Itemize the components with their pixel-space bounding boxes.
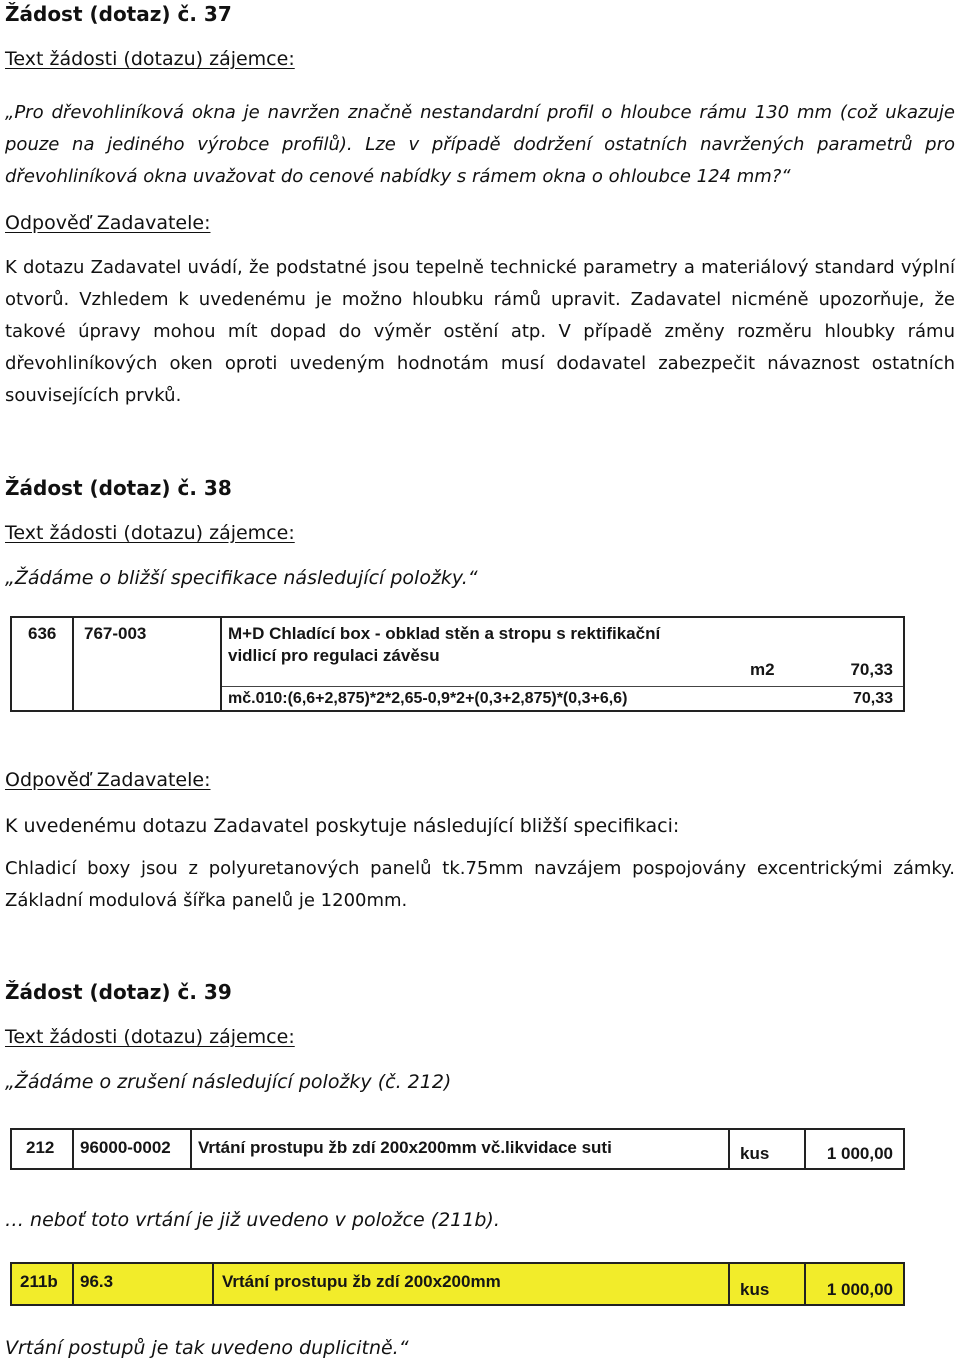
q38-item-calc: mč.010:(6,6+2,875)*2*2,65-0,9*2+(0,3+2,875)*(0,3+6,6) [228,690,628,707]
q39-scanned-table-211b [10,1262,905,1306]
q38-answer-label: Odpověď Zadavatele: [5,769,211,791]
q38-answer-intro: K uvedenému dotazu Zadavatel poskytuje následující bližší specifikaci: [5,815,680,837]
q38-item-calc-qty: 70,33 [852,690,893,707]
q38-answer-text: Chladicí boxy jsou z polyuretanových panelů tk.75mm navzájem pospojovány excentrickými zámky. Základní modulová šířka panelů je 1200mm. [5,858,955,911]
q38-heading: Žádost (dotaz) č. 38 [5,476,232,500]
q39-t2-number: 211b [20,1272,58,1291]
q39-note: … neboť toto vrtání je již uvedeno v položce (211b). [5,1209,500,1231]
q37-answer-text: K dotazu Zadavatel uvádí, že podstatné jsou tepelně technické parametry a materiálový standard výplní otvorů. Vzhledem k uvedenému je možno hloubku rámů upravit. Zadavatel nicméně upozorňuje, že takové úpravy mohou mít dopad do výměr ostění atp. V případě změny rozměru hloubky rámu dřevohliníkových oken oproti uvedeným hodnotám musí dodavatel zabezpečit návaznost ostatních souvisejících prvků. [5,257,955,406]
q37-request-label: Text žádosti (dotazu) zájemce: [5,48,295,70]
q38-item-unit: m2 [750,660,775,679]
q38-scanned-table [10,616,905,712]
q37-request-text: „Pro dřevohliníková okna je navržen značně nestandardní profil o hloubce rámu 130 mm (což ukazuje pouze na jediného výrobce profilů). Lze v případě dodržení ostatních navržených parametrů pro dřevohliníková okna uvažovat do cenové nabídky s rámem okna o ohloubce 124 mm?“ [5,102,955,187]
q38-request-label: Text žádosti (dotazu) zájemce: [5,522,295,544]
q39-t2-qty: 1 000,00 [826,1280,893,1299]
q37-heading: Žádost (dotaz) č. 37 [5,2,232,26]
q38-item-number: 636 [28,624,57,643]
q38-item-desc-line1: M+D Chladící box - obklad stěn a stropu s rektifikační [228,624,661,643]
q38-item-desc-line2: vidlicí pro regulaci závěsu [228,646,440,665]
q39-t1-desc: Vrtání prostupu žb zdí 200x200mm vč.likvidace suti [198,1138,612,1157]
q39-t1-code: 96000-0002 [80,1138,171,1157]
q39-closing: Vrtání postupů je tak uvedeno duplicitně.“ [5,1337,409,1359]
q38-item-code: 767-003 [84,624,147,643]
q38-request-text: „Žádáme o bližší specifikace následující položky.“ [5,567,478,589]
q37-answer-label: Odpověď Zadavatele: [5,212,211,234]
q39-t1-qty: 1 000,00 [826,1144,893,1163]
q39-request-label: Text žádosti (dotazu) zájemce: [5,1026,295,1048]
q39-scanned-table-212 [10,1128,905,1170]
q39-t2-code: 96.3 [80,1272,114,1291]
q39-t1-number: 212 [26,1138,55,1157]
q39-heading: Žádost (dotaz) č. 39 [5,980,232,1004]
q39-request-text: „Žádáme o zrušení následující položky (č. 212) [5,1071,452,1093]
q38-item-qty: 70,33 [850,660,893,679]
q39-t1-unit: kus [740,1144,770,1163]
q39-t2-desc: Vrtání prostupu žb zdí 200x200mm [222,1272,501,1291]
q39-t2-unit: kus [740,1280,770,1299]
